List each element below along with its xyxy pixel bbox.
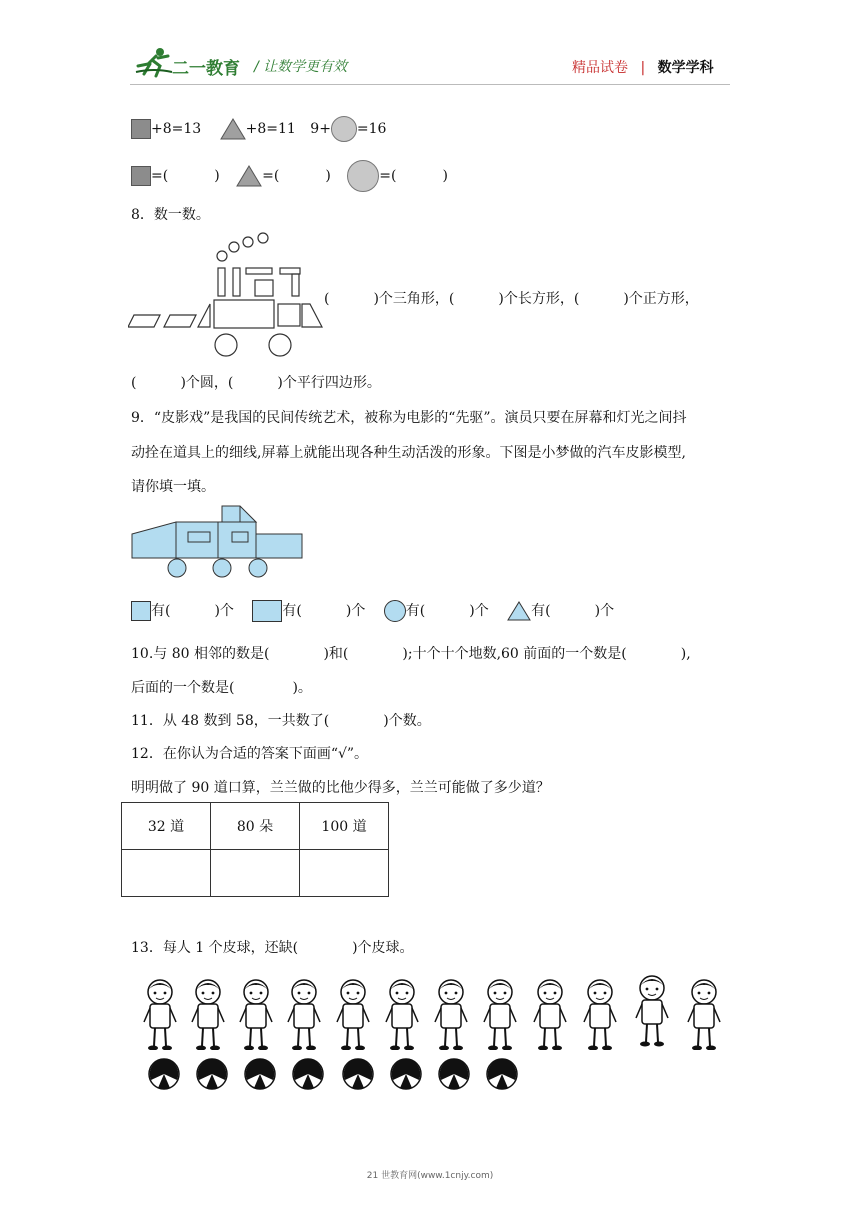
- train-figure: [128, 230, 328, 360]
- header-label-subject: 数学学科: [657, 60, 714, 76]
- answer-cell[interactable]: [122, 850, 211, 897]
- header-label-quality: 精品试卷: [572, 60, 628, 76]
- header-right: [572, 57, 714, 77]
- q12-title: 12．在你认为合适的答案下面画“√”。: [131, 746, 369, 762]
- q7-answers: =( ) =( ) =( ): [131, 160, 448, 192]
- answer-cell[interactable]: [211, 850, 300, 897]
- q12-question: 明明做了 90 道口算，兰兰做的比他少得多，兰兰可能做了多少道？: [131, 780, 550, 796]
- q12-answer-table: [121, 802, 389, 897]
- q7-eq1: +8=13: [151, 121, 202, 137]
- children-row: [140, 970, 740, 1050]
- option-cell: 80 朵: [211, 803, 300, 850]
- runner-logo-icon: [134, 46, 174, 78]
- option-cell: 32 道: [122, 803, 211, 850]
- q8-line2: ( )个圆，( )个平行四边形。: [131, 375, 381, 391]
- q7-eq3-prefix: 9+: [310, 121, 331, 137]
- footer: 21 世教育网(www.1cnjy.com): [366, 1171, 494, 1181]
- q7-eq2: +8=11: [245, 121, 296, 137]
- q9-line2: 动拴在道具上的细线,屏幕上就能出现各种生动活泼的形象。下图是小梦做的汽车皮影模型,: [131, 445, 686, 461]
- q10-line2: 后面的一个数是( )。: [131, 680, 312, 696]
- logo-text: 二一教育: [172, 59, 240, 79]
- square-shape-icon: [131, 119, 151, 139]
- square-shape-icon: [131, 166, 151, 186]
- q7-equations: [131, 116, 386, 142]
- q8-line1: ( )个三角形，( )个长方形，( )个正方形，: [324, 291, 699, 307]
- q13: 13．每人 1 个皮球，还缺( )个皮球。: [131, 940, 414, 956]
- answer-cell[interactable]: [300, 850, 389, 897]
- car-figure: [130, 504, 306, 580]
- q9-line1: 9．“皮影戏”是我国的民间传统艺术，被称为电影的“先驱”。演员只要在屏幕和灯光之间抖: [131, 410, 687, 426]
- q7-eq3-suffix: =16: [356, 121, 387, 137]
- q8-title: 8．数一数。: [131, 207, 210, 223]
- balls-illustration: [148, 1056, 528, 1092]
- table-row: [122, 803, 389, 850]
- triangle-shape-icon: [220, 118, 246, 140]
- slogan: / 让数学更有效: [254, 59, 348, 75]
- q9-count-row: 有( )个 有( )个 有( )个 有( )个: [131, 600, 614, 622]
- header-separator: |: [640, 60, 646, 76]
- children-illustration: [140, 970, 740, 1050]
- option-cell: 100 道: [300, 803, 389, 850]
- rectangle-shape-icon: [252, 600, 282, 622]
- circle-shape-icon: [384, 600, 406, 622]
- square-shape-icon: [131, 601, 151, 621]
- circle-shape-icon: [331, 116, 357, 142]
- circle-shape-icon: [347, 160, 379, 192]
- triangle-shape-icon: [507, 601, 531, 621]
- logo: [134, 46, 244, 78]
- triangle-shape-icon: [236, 165, 262, 187]
- q9-line3: 请你填一填。: [131, 479, 215, 495]
- q11: 11．从 48 数到 58，一共数了( )个数。: [131, 713, 431, 729]
- balls-row: [148, 1056, 528, 1092]
- table-row: [122, 850, 389, 897]
- header-divider: [130, 84, 730, 85]
- q10-line1: 10.与 80 相邻的数是( )和( );十个十个地数,60 前面的一个数是( ),: [131, 646, 691, 662]
